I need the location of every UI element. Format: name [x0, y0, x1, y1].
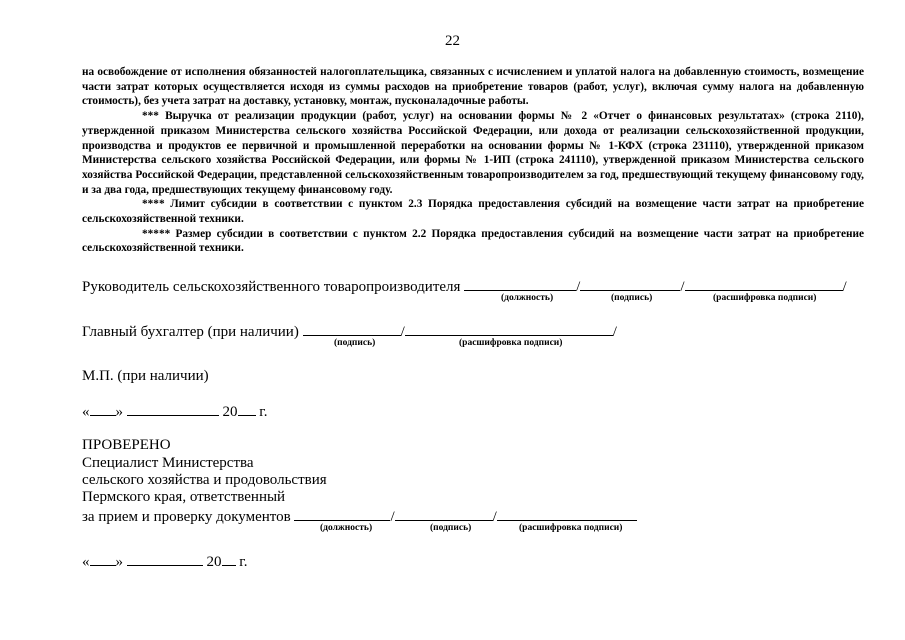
page-number: 22: [445, 33, 460, 49]
quote-open: «: [82, 554, 90, 570]
year-field[interactable]: [238, 401, 256, 416]
year-field[interactable]: [222, 551, 236, 566]
specialist-signature-field[interactable]: [395, 506, 493, 521]
footnotes: [82, 65, 864, 256]
slash: /: [390, 509, 395, 525]
accountant-decoding-field[interactable]: [405, 321, 613, 336]
slash: /: [492, 509, 497, 525]
caption-decoding: (расшифровка подписи): [519, 523, 623, 533]
caption-signature: (подпись): [430, 523, 472, 533]
head-position-field[interactable]: [464, 276, 576, 291]
year-prefix: 20: [206, 554, 222, 570]
caption-decoding: (расшифровка подписи): [459, 338, 563, 348]
slash: /: [400, 324, 405, 340]
caption-position: (должность): [501, 293, 554, 303]
verified-line-4: за прием и проверку документов: [82, 509, 291, 525]
verified-title: ПРОВЕРЕНО: [82, 437, 171, 453]
accountant-label: Главный бухгалтер (при наличии): [82, 324, 299, 340]
date-line-2: [82, 551, 247, 571]
caption-position: (должность): [320, 523, 373, 533]
verified-line-2: сельского хозяйства и продовольствия: [82, 472, 327, 488]
verified-line-1: Специалист Министерства: [82, 455, 254, 471]
quote-close: »: [115, 554, 123, 570]
specialist-decoding-field[interactable]: [497, 506, 637, 521]
slash: /: [680, 279, 685, 295]
caption-decoding: (расшифровка подписи): [713, 293, 817, 303]
year-prefix: 20: [222, 404, 238, 420]
footnote-continuation: на освобождение от исполнения обязанностей налогоплательщика, связанных с исчислением и уплатой налога на добавленную стоимость, возмещение части затрат которых осуществляется исходя из суммы расходов на приобретение товаров (работ, услуг), включая сумму налога на добавленную стоимость), без учета затрат на доставку, установку, монтаж, пусконаладочные работы.: [82, 66, 864, 108]
stamp-placeholder: М.П. (при наличии): [82, 368, 209, 384]
caption-signature: (подпись): [611, 293, 653, 303]
accountant-signature-field[interactable]: [303, 321, 401, 336]
head-label: Руководитель сельскохозяйственного товаропроизводителя: [82, 279, 461, 295]
quote-open: «: [82, 404, 90, 420]
quote-close: »: [115, 404, 123, 420]
specialist-position-field[interactable]: [294, 506, 390, 521]
footnote-limit: **** Лимит субсидии в соответствии с пунктом 2.3 Порядка предоставления субсидий на возмещение части затрат на приобретение сельскохозяйственной техники.: [82, 198, 864, 226]
footnote-revenue: *** Выручка от реализации продукции (работ, услуг) на основании формы № 2 «Отчет о финансовых результатах» (строка 2110), утвержденной приказом Министерства сельского хозяйства Российской Федерации, или дохода от реализации сельскохозяйственной продукции, производства и продуктов ее первичной и промышленной переработки на основании формы № 1-КФХ (строка 231110), утвержденной приказом Министерства сельского хозяйства Российской Федерации, или формы № 1-ИП (строка 241110), утвержденной приказом Министерства сельского хозяйства Российской Федерации, представленной сельскохозяйственным товаропроизводителем за год, предшествующий текущему финансовому году, и за два года, предшествующих текущему финансовому году.: [82, 110, 864, 196]
head-signature-field[interactable]: [580, 276, 680, 291]
date-line-1: [82, 401, 267, 421]
year-suffix: г.: [239, 554, 248, 570]
slash: /: [576, 279, 581, 295]
slash: /: [612, 324, 617, 340]
day-field[interactable]: [90, 401, 116, 416]
head-decoding-field[interactable]: [685, 276, 843, 291]
verified-line-3: Пермского края, ответственный: [82, 489, 286, 505]
year-suffix: г.: [259, 404, 268, 420]
caption-signature: (подпись): [334, 338, 376, 348]
day-field[interactable]: [90, 551, 116, 566]
month-field[interactable]: [127, 401, 219, 416]
month-field[interactable]: [127, 551, 203, 566]
footnote-size: ***** Размер субсидии в соответствии с пунктом 2.2 Порядка предоставления субсидий на возмещение части затрат на приобретение сельскохозяйственной техники.: [82, 227, 864, 255]
slash: /: [842, 279, 847, 295]
